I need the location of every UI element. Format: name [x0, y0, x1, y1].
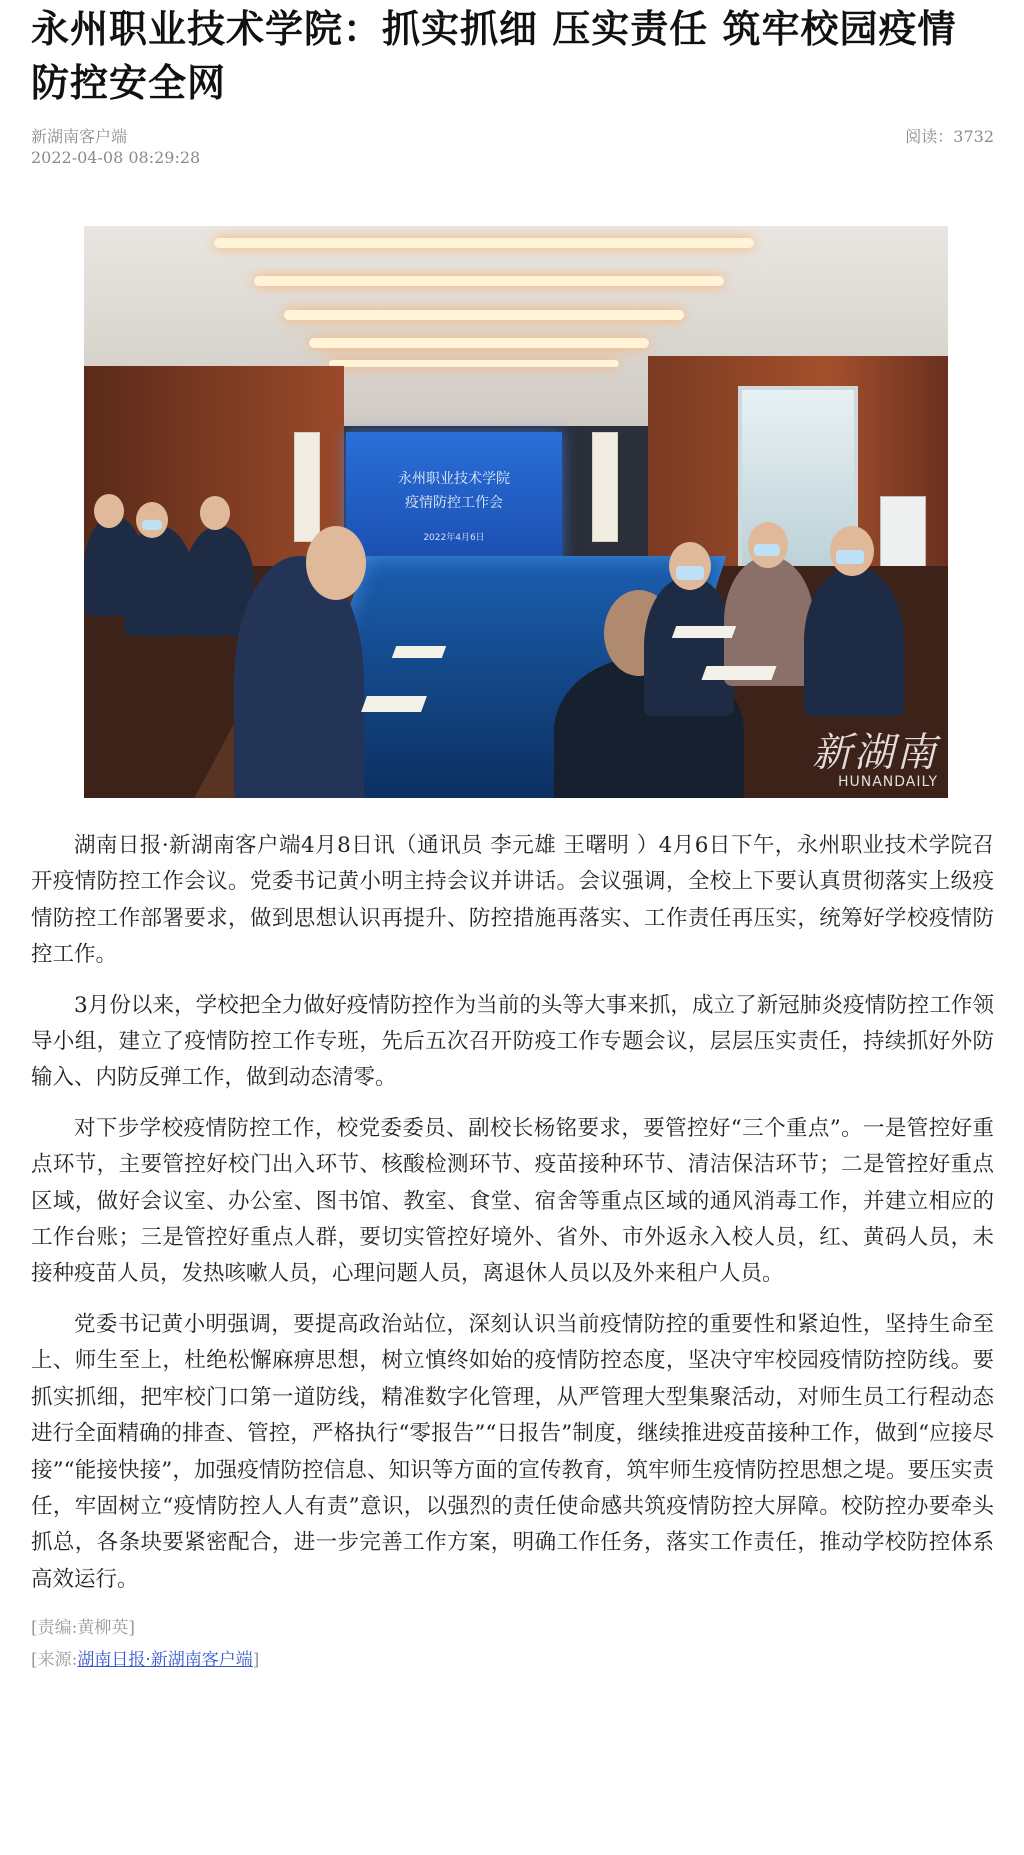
article-body — [31, 828, 994, 1598]
source-credit-prefix: [来源: — [31, 1650, 78, 1671]
watermark-english: HUNANDAILY — [837, 774, 938, 790]
photo-watermark — [812, 721, 938, 790]
article-title: 永州职业技术学院：抓实抓细 压实责任 筑牢校园疫情防控安全网 — [31, 7, 957, 105]
attendee-head — [94, 494, 124, 528]
document-paper — [392, 646, 446, 658]
meeting-photo — [84, 226, 948, 798]
article-paragraph: 湖南日报·新湖南客户端4月8日讯（通讯员 李元雄 王曙明 ）4月6日下午，永州职业技术学院召开疫情防控工作会议。党委书记黄小明主持会议并讲话。会议强调，全校上下要认真贯彻落实上级疫情防控工作部署要求，做到思想认识再提升、防控措施再落实、工作责任再压实，统筹好学校疫情防控工作。 — [31, 833, 994, 968]
document-paper — [701, 666, 776, 680]
publish-date: 2022-04-08 08:29:28 — [31, 148, 201, 167]
article-footer — [31, 1612, 994, 1676]
calligraphy-scroll — [294, 432, 320, 542]
screen-date: 2022年4月6日 — [423, 533, 485, 543]
attendee — [804, 566, 904, 716]
ceiling-light — [309, 338, 649, 348]
ceiling-light — [284, 310, 684, 320]
attendee-head — [306, 526, 366, 600]
article-paragraph: 党委书记黄小明强调，要提高政治站位，深刻认识当前疫情防控的重要性和紧迫性，坚持生命至上、师生至上，杜绝松懈麻痹思想，树立慎终如始的疫情防控态度，坚决守牢校园疫情防控防线。要抓实抓细，把牢校门口第一道防线，精准数字化管理，从严管理大型集聚活动，对师生员工行程动态进行全面精确的排查、管控，严格执行“零报告”“日报告”制度，继续推进疫苗接种工作，做到“应接尽接”“能接快接”，加强疫情防控信息、知识等方面的宣传教育，筑牢师生疫情防控思想之堤。要压实责任，牢固树立“疫情防控人人有责”意识，以强烈的责任使命感共筑疫情防控大屏障。校防控办要牵头抓总，各条块要紧密配合，进一步完善工作方案，明确工作任务，落实工作责任，推动学校防控体系高效运行。 — [31, 1311, 994, 1592]
ceiling-light — [214, 238, 754, 248]
attendee — [644, 576, 734, 716]
document-paper — [361, 696, 427, 712]
attendee-head — [200, 496, 230, 530]
face-mask — [676, 566, 704, 580]
face-mask — [754, 544, 780, 556]
read-count-label: 阅读： — [905, 127, 954, 146]
screen-subtitle: 疫情防控工作会 — [405, 495, 503, 511]
article-paragraph: 对下步学校疫情防控工作，校党委委员、副校长杨铭要求，要管控好“三个重点”。一是管控好重点环节，主要管控好校门出入环节、核酸检测环节、疫苗接种环节、清洁保洁环节；二是管控好重点区域，做好会议室、办公室、图书馆、教室、食堂、宿舍等重点区域的通风消毒工作，并建立相应的工作台账；三是管控好重点人群，要切实管控好境外、省外、市外返永入校人员，红、黄码人员，未接种疫苗人员，发热咳嗽人员，心理问题人员，离退休人员以及外来租户人员。 — [31, 1115, 994, 1287]
editor-credit: [责编:黄柳英] — [31, 1618, 135, 1639]
document-paper — [672, 626, 736, 638]
article-paragraph: 3月份以来，学校把全力做好疫情防控作为当前的头等大事来抓，成立了新冠肺炎疫情防控工作领导小组，建立了疫情防控工作专班，先后五次召开防疫工作专题会议，层层压实责任，持续抓好外防输入、内防反弹工作，做到动态清零。 — [31, 992, 994, 1091]
article-meta — [31, 124, 994, 180]
screen-title: 永州职业技术学院 — [398, 471, 510, 487]
watermark-logo: 新湖南 — [812, 730, 938, 776]
face-mask — [142, 520, 162, 530]
source-link[interactable]: 湖南日报·新湖南客户端 — [77, 1650, 253, 1671]
projection-screen — [346, 432, 562, 562]
article-source: 新湖南客户端 — [31, 127, 128, 146]
calligraphy-scroll — [592, 432, 618, 542]
ceiling-light — [254, 276, 724, 286]
source-credit-suffix: ] — [252, 1650, 260, 1671]
ceiling-light — [329, 360, 619, 367]
face-mask — [836, 550, 864, 564]
source-credit — [31, 1644, 994, 1676]
read-count-value: 3732 — [953, 127, 994, 146]
read-count — [905, 124, 994, 147]
